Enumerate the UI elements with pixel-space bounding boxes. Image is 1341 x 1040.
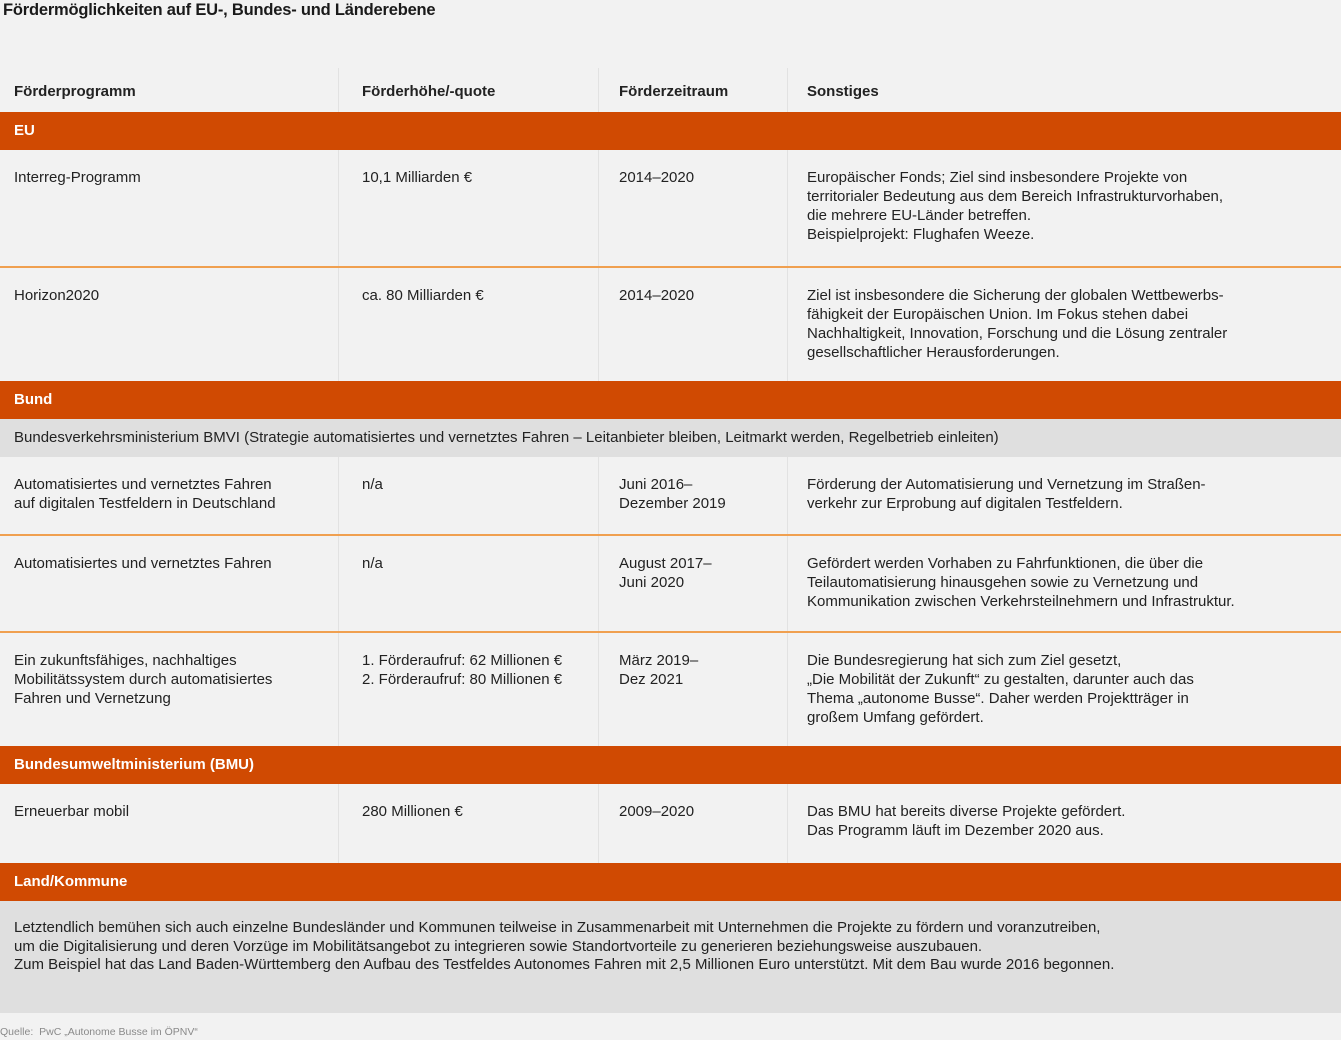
sonstiges-line: territorialer Bedeutung aus dem Bereich Infrastrukturvorhaben, <box>807 188 1224 205</box>
sonstiges-cell <box>787 633 1341 746</box>
section-bund: Bund <box>0 381 1341 419</box>
hoehe-line: n/a <box>362 476 383 493</box>
hoehe-line: n/a <box>362 555 383 572</box>
zeitraum-line: 2014–2020 <box>619 169 695 186</box>
sonstiges-line: verkehr zur Erprobung auf digitalen Testfeldern. <box>807 495 1123 512</box>
header-sonstiges: Sonstiges <box>787 68 1341 112</box>
table-row <box>0 534 1341 631</box>
programm-line: Fahren und Vernetzung <box>14 690 171 707</box>
sonstiges-line: gesellschaftlicher Herausforderungen. <box>807 344 1060 361</box>
section-eu: EU <box>0 112 1341 150</box>
zeitraum-cell <box>598 536 787 631</box>
programm-line: Automatisiertes und vernetztes Fahren <box>14 476 272 493</box>
zeitraum-cell <box>598 784 787 863</box>
sonstiges-line: Die Bundesregierung hat sich zum Ziel gesetzt, <box>807 652 1122 669</box>
sonstiges-line: fähigkeit der Europäischen Union. Im Fokus stehen dabei <box>807 306 1189 323</box>
sonstiges-line: Das Programm läuft im Dezember 2020 aus. <box>807 822 1104 839</box>
table-header-row <box>0 68 1341 112</box>
programm-cell <box>0 784 338 863</box>
zeitraum-line: Juni 2020 <box>619 574 685 591</box>
header-foerderhoehe: Förderhöhe/-quote <box>338 68 598 112</box>
land-text-line: Letztendlich bemühen sich auch einzelne Bundesländer und Kommunen teilweise in Zusammenarbeit mit Unternehmen die Projekte zu fördern und voranzutreiben, <box>14 919 1101 936</box>
sonstiges-cell <box>787 536 1341 631</box>
sonstiges-cell <box>787 457 1341 534</box>
section-bmu: Bundesumweltministerium (BMU) <box>0 746 1341 784</box>
sonstiges-line: Ziel ist insbesondere die Sicherung der globalen Wettbewerbs- <box>807 287 1224 304</box>
land-text-block <box>0 901 1341 1013</box>
zeitraum-cell <box>598 268 787 381</box>
zeitraum-line: Juni 2016– <box>619 476 693 493</box>
source-note <box>0 1026 198 1038</box>
programm-line: auf digitalen Testfeldern in Deutschland <box>14 495 276 512</box>
hoehe-cell <box>338 268 598 381</box>
hoehe-cell <box>338 457 598 534</box>
programm-line: Automatisiertes und vernetztes Fahren <box>14 555 272 572</box>
sonstiges-line: die mehrere EU-Länder betreffen. <box>807 207 1032 224</box>
sonstiges-cell <box>787 268 1341 381</box>
hoehe-line: 280 Millionen € <box>362 803 463 820</box>
hoehe-line: 10,1 Milliarden € <box>362 169 473 186</box>
programm-line: Interreg-Programm <box>14 169 141 186</box>
source-text: PwC „Autonome Busse im ÖPNV“ <box>39 1026 198 1038</box>
programm-cell <box>0 268 338 381</box>
zeitraum-line: 2014–2020 <box>619 287 695 304</box>
hoehe-line: ca. 80 Milliarden € <box>362 287 484 304</box>
sonstiges-line: Gefördert werden Vorhaben zu Fahrfunktionen, die über die <box>807 555 1204 572</box>
zeitraum-cell <box>598 633 787 746</box>
sonstiges-line: Beispielprojekt: Flughafen Weeze. <box>807 226 1035 243</box>
sonstiges-line: Thema „autonome Busse“. Daher werden Projektträger in <box>807 690 1189 707</box>
source-label: Quelle: <box>0 1026 34 1038</box>
table-row <box>0 266 1341 381</box>
hoehe-line: 2. Förderaufruf: 80 Millionen € <box>362 671 563 688</box>
header-foerderzeitraum: Förderzeitraum <box>598 68 787 112</box>
programm-cell <box>0 150 338 266</box>
section-land: Land/Kommune <box>0 863 1341 901</box>
programm-line: Ein zukunftsfähiges, nachhaltiges <box>14 652 237 669</box>
table-row <box>0 784 1341 863</box>
programm-line: Horizon2020 <box>14 287 100 304</box>
bund-subheader: Bundesverkehrsministerium BMVI (Strategie automatisiertes und vernetztes Fahren – Leitanbieter bleiben, Leitmarkt werden, Regelbetrieb einleiten) <box>0 419 1341 457</box>
sonstiges-line: großem Umfang gefördert. <box>807 709 984 726</box>
funding-table <box>0 68 1341 1013</box>
hoehe-cell <box>338 150 598 266</box>
zeitraum-cell <box>598 150 787 266</box>
table-row <box>0 150 1341 266</box>
zeitraum-line: Dezember 2019 <box>619 495 726 512</box>
programm-cell <box>0 457 338 534</box>
hoehe-cell <box>338 784 598 863</box>
hoehe-cell <box>338 633 598 746</box>
sonstiges-cell <box>787 150 1341 266</box>
zeitraum-line: August 2017– <box>619 555 712 572</box>
zeitraum-line: März 2019– <box>619 652 699 669</box>
programm-line: Mobilitätssystem durch automatisiertes <box>14 671 273 688</box>
sonstiges-line: Kommunikation zwischen Verkehrsteilnehmern und Infrastruktur. <box>807 593 1235 610</box>
zeitraum-line: 2009–2020 <box>619 803 695 820</box>
table-row <box>0 457 1341 534</box>
land-text-line: um die Digitalisierung und deren Vorzüge im Mobilitätsangebot zu integrieren sowie Standortvorteile zu generieren beziehungsweise auszubauen. <box>14 937 983 955</box>
sonstiges-cell <box>787 784 1341 863</box>
sonstiges-line: Förderung der Automatisierung und Vernetzung im Straßen- <box>807 476 1206 493</box>
land-text-line: Zum Beispiel hat das Land Baden-Württemberg den Aufbau des Testfeldes Autonomes Fahren mit 2,5 Millionen Euro unterstützt. Mit dem Bau wurde 2016 begonnen. <box>14 956 1115 973</box>
header-foerderprogramm: Förderprogramm <box>14 83 136 100</box>
page-title: Fördermöglichkeiten auf EU-, Bundes- und Länderebene <box>3 1 436 19</box>
table-row <box>0 631 1341 746</box>
sonstiges-line: Das BMU hat bereits diverse Projekte gefördert. <box>807 803 1126 820</box>
hoehe-line: 1. Förderaufruf: 62 Millionen € <box>362 652 563 669</box>
programm-cell <box>0 633 338 746</box>
programm-line: Erneuerbar mobil <box>14 803 130 820</box>
sonstiges-line: Nachhaltigkeit, Innovation, Forschung und die Lösung zentraler <box>807 325 1228 342</box>
zeitraum-cell <box>598 457 787 534</box>
programm-cell <box>0 536 338 631</box>
sonstiges-line: Europäischer Fonds; Ziel sind insbesondere Projekte von <box>807 169 1188 186</box>
zeitraum-line: Dez 2021 <box>619 671 684 688</box>
hoehe-cell <box>338 536 598 631</box>
sonstiges-line: „Die Mobilität der Zukunft“ zu gestalten, darunter auch das <box>807 671 1194 688</box>
sonstiges-line: Teilautomatisierung hinausgehen sowie zu Vernetzung und <box>807 574 1199 591</box>
